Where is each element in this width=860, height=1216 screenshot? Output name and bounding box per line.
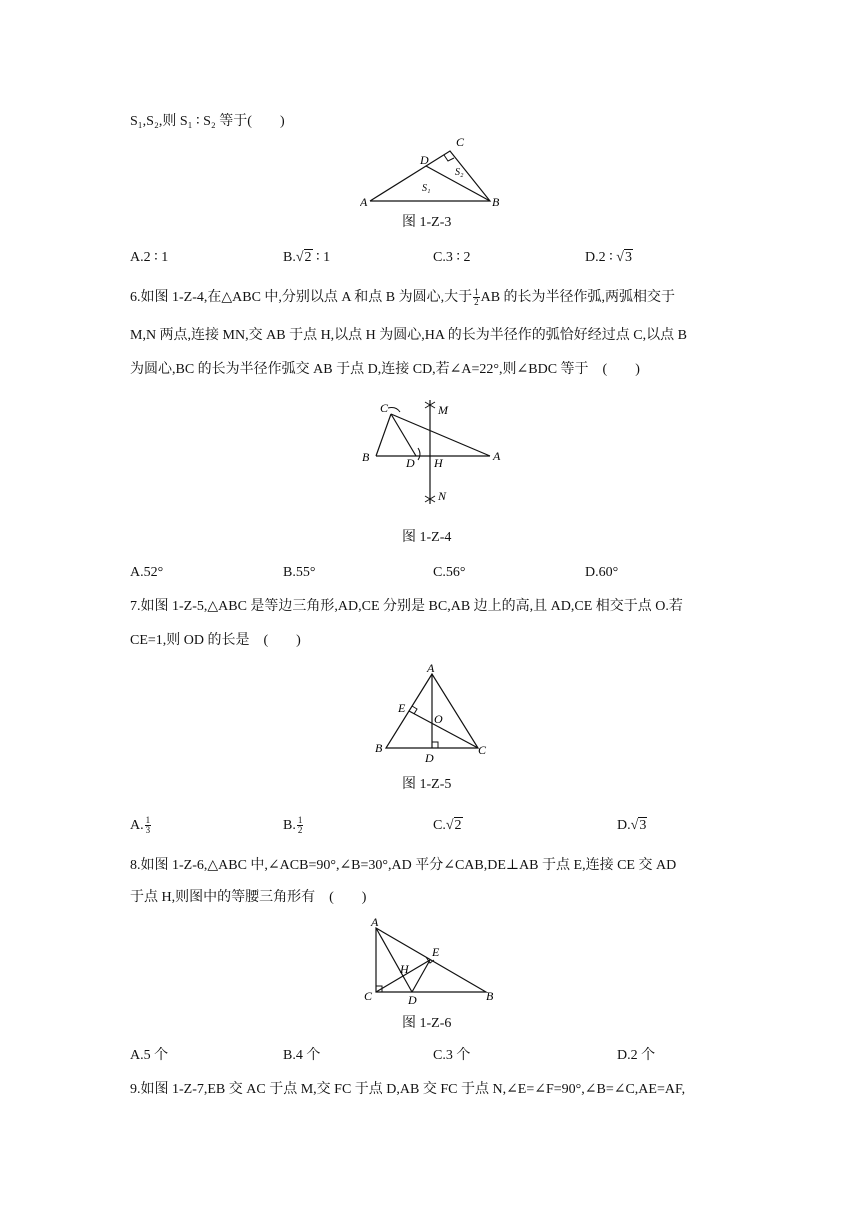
label-C: C <box>364 989 373 1003</box>
label-E: E <box>432 945 440 959</box>
label-D: D <box>406 456 415 470</box>
option-d: D.2 ∶ √3 <box>585 250 632 265</box>
option-d: D.√3 <box>617 818 647 833</box>
fraction-half: $\frac{1}{2}$ <box>474 287 479 308</box>
option-c: C.3 个 <box>433 1048 471 1063</box>
option-b: B.√2 ∶ 1 <box>283 250 331 265</box>
figure-caption: 图 1-Z-4 <box>402 530 452 545</box>
option-a: A.5 个 <box>130 1048 169 1063</box>
label-B: B <box>362 450 370 464</box>
figure-caption: 图 1-Z-6 <box>402 1016 452 1031</box>
option-b: B. $\frac{1}{2}$ <box>283 815 303 836</box>
label-H: H <box>400 962 409 976</box>
option-a: A.52° <box>130 565 164 580</box>
label-D: D <box>425 751 434 765</box>
label-C: C <box>380 401 389 415</box>
label-A: A <box>427 661 435 675</box>
figure-1-Z-3 <box>360 134 510 217</box>
label-B: B <box>486 989 494 1003</box>
q8-line-1: 8.如图 1-Z-6,△ABC 中,∠ACB=90°,∠B=30°,AD 平分∠CAB,DE⊥AB 于点 E,连接 CE 交 AD <box>130 858 677 873</box>
q7-line-2: CE=1,则 OD 的长是 ( ) <box>130 633 301 648</box>
label-B: B <box>375 741 383 755</box>
option-c: C.√2 <box>433 818 462 833</box>
label-A: A <box>371 915 379 929</box>
label-O: O <box>434 712 443 726</box>
label-C: C <box>456 135 465 149</box>
q6-line-2: M,N 两点,连接 MN,交 AB 于点 H,以点 H 为圆心,HA 的长为半径作的弧恰好经过点 C,以点 B <box>130 328 687 343</box>
q6-line-1: 6.如图 1-Z-4,在△ABC 中,分别以点 A 和点 B 为圆心,大于 $\frac{1}{2}$ AB 的长为半径作弧,两弧相交于 <box>130 287 676 308</box>
q7-line-1: 7.如图 1-Z-5,△ABC 是等边三角形,AD,CE 分别是 BC,AB 边上的高,且 AD,CE 相交于点 O.若 <box>130 599 683 614</box>
option-b: B.55° <box>283 565 316 580</box>
figure-1-Z-6 <box>362 914 502 1011</box>
option-b: B.4 个 <box>283 1048 321 1063</box>
label-C: C <box>478 743 487 757</box>
label-B: B <box>492 195 500 209</box>
q6-line-3: 为圆心,BC 的长为半径作弧交 AB 于点 D,连接 CD,若∠A=22°,则∠BDC 等于 ( ) <box>130 362 640 377</box>
q8-line-2: 于点 H,则图中的等腰三角形有 ( ) <box>130 890 367 905</box>
option-a: A. $\frac{1}{3}$ <box>130 815 151 836</box>
option-c: C.56° <box>433 565 466 580</box>
option-d: D.60° <box>585 565 619 580</box>
option-c: C.3 ∶ 2 <box>433 250 471 265</box>
label-E: E <box>398 701 406 715</box>
label-A: A <box>360 195 368 209</box>
q5-stem: S₁,S₂,则 S₁ ∶ S₂ 等于( ) <box>130 114 285 129</box>
label-M: M <box>438 403 448 417</box>
label-N: N <box>438 489 447 503</box>
label-D: D <box>408 993 417 1006</box>
q9-line-1: 9.如图 1-Z-7,EB 交 AC 于点 M,交 FC 于点 D,AB 交 FC 于点 N,∠E=∠F=90°,∠B=∠C,AE=AF, <box>130 1082 686 1097</box>
option-a: A.2 ∶ 1 <box>130 250 169 265</box>
label-A: A <box>493 449 501 463</box>
figure-caption: 图 1-Z-5 <box>402 777 452 792</box>
label-H: H <box>434 456 443 470</box>
label-S2: S₂ <box>455 167 464 178</box>
option-d: D.2 个 <box>617 1048 656 1063</box>
figure-caption: 图 1-Z-3 <box>402 215 452 230</box>
figure-1-Z-5 <box>372 660 492 775</box>
figure-1-Z-4 <box>358 394 508 519</box>
label-D: D <box>420 153 429 167</box>
label-S1: S₁ <box>422 183 431 194</box>
